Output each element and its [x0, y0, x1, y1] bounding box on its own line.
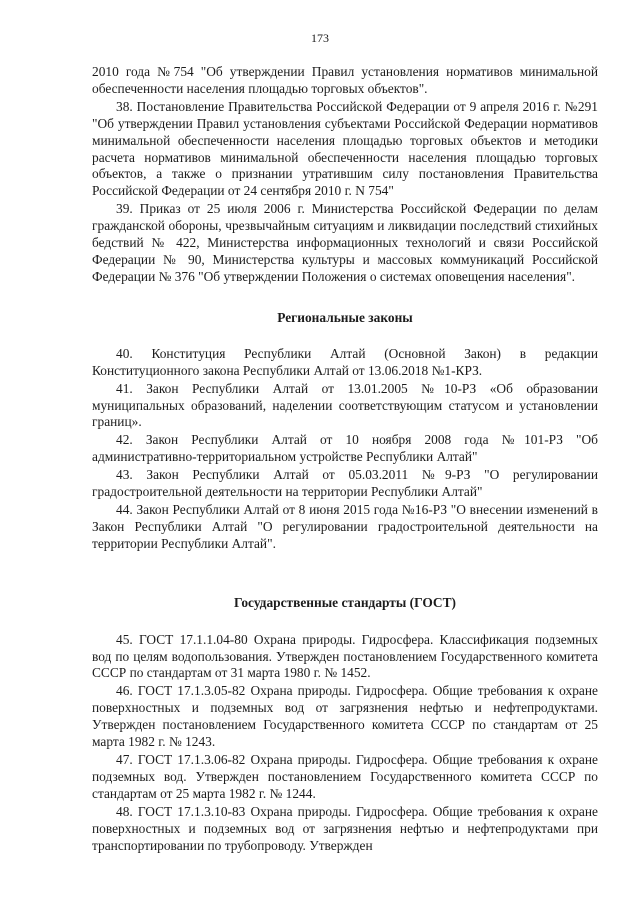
list-item-48: 48. ГОСТ 17.1.3.10-83 Охрана природы. Гидросфера. Общие требования к охране поверхностных и подземных вод от загрязнения нефтью и нефтепродуктами при транспортировании по трубопроводу. Утвержден [92, 803, 598, 853]
list-item-41: 41. Закон Республики Алтай от 13.01.2005 №10-РЗ «Об образовании муниципальных образований, наделении соответствующим статусом и установлении границ». [92, 380, 598, 430]
list-item-44: 44. Закон Республики Алтай от 8 июня 2015 года №16-РЗ "О внесении изменений в Закон Республики Алтай "О регулировании градостроительной деятельности на территории Республики Алтай". [92, 501, 598, 551]
list-item-39: 39. Приказ от 25 июля 2006 г. Министерства Российской Федерации по делам гражданской обороны, чрезвычайным ситуациям и ликвидации последствий стихийных бедствий № 422, Министерства информационных технологий и связи Российской Федерации № 90, Министерства культуры и массовых коммуникаций Российской Федерации № 376 "Об утверждении Положения о системах оповещения населения". [92, 201, 598, 284]
list-item-42: 42. Закон Республики Алтай от 10 ноября 2008 года №101-РЗ "Об административно-территориальном устройстве Республики Алтай" [92, 432, 598, 465]
page-number: 173 [311, 31, 329, 45]
list-item-40: 40. Конституция Республики Алтай (Основной Закон) в редакции Конституционного закона Республики Алтай от 13.06.2018 №1-КРЗ. [92, 345, 598, 378]
continued-paragraph: 2010 года №754 "Об утверждении Правил установления нормативов минимальной обеспеченности населения площадью торговых объектов". [92, 64, 598, 96]
list-item-46: 46. ГОСТ 17.1.3.05-82 Охрана природы. Гидросфера. Общие требования к охране поверхностных и подземных вод от загрязнения нефтью и нефтепродуктами. Утвержден постановлением Государственного комитета СССР по стандартам от 25 марта 1982 г. № 1243. [92, 683, 598, 750]
list-item-38: 38. Постановление Правительства Российской Федерации от 9 апреля 2016 г. №291 "Об утверждении Правил установления субъектами Российской Федерации нормативов минимальной обеспеченности населения площадью торговых объектов и методики расчета нормативов минимальной обеспеченности населения площадью торговых объектов, а также о признании утратившим силу постановления Правительства Российской Федерации от 24 сентября 2010 г. N 754" [92, 98, 598, 199]
section-heading-regional-laws: Региональные законы [277, 309, 413, 325]
section-heading-gost: Государственные стандарты (ГОСТ) [234, 594, 456, 610]
list-item-45: 45. ГОСТ 17.1.1.04-80 Охрана природы. Гидросфера. Классификация подземных вод по целям водопользования. Утвержден постановлением Государственного комитета СССР по стандартам от 31 марта 1980 г. № 1452. [92, 631, 598, 681]
document-body [92, 64, 598, 855]
list-item-47: 47. ГОСТ 17.1.3.06-82 Охрана природы. Гидросфера. Общие требования к охране подземных вод. Утвержден постановлением Государственного комитета СССР по стандартам от 25 марта 1982 г. № 1244. [92, 752, 598, 801]
list-item-43: 43. Закон Республики Алтай от 05.03.2011 №9-РЗ "О регулировании градостроительной деятельности на территории Республики Алтай" [92, 467, 598, 500]
